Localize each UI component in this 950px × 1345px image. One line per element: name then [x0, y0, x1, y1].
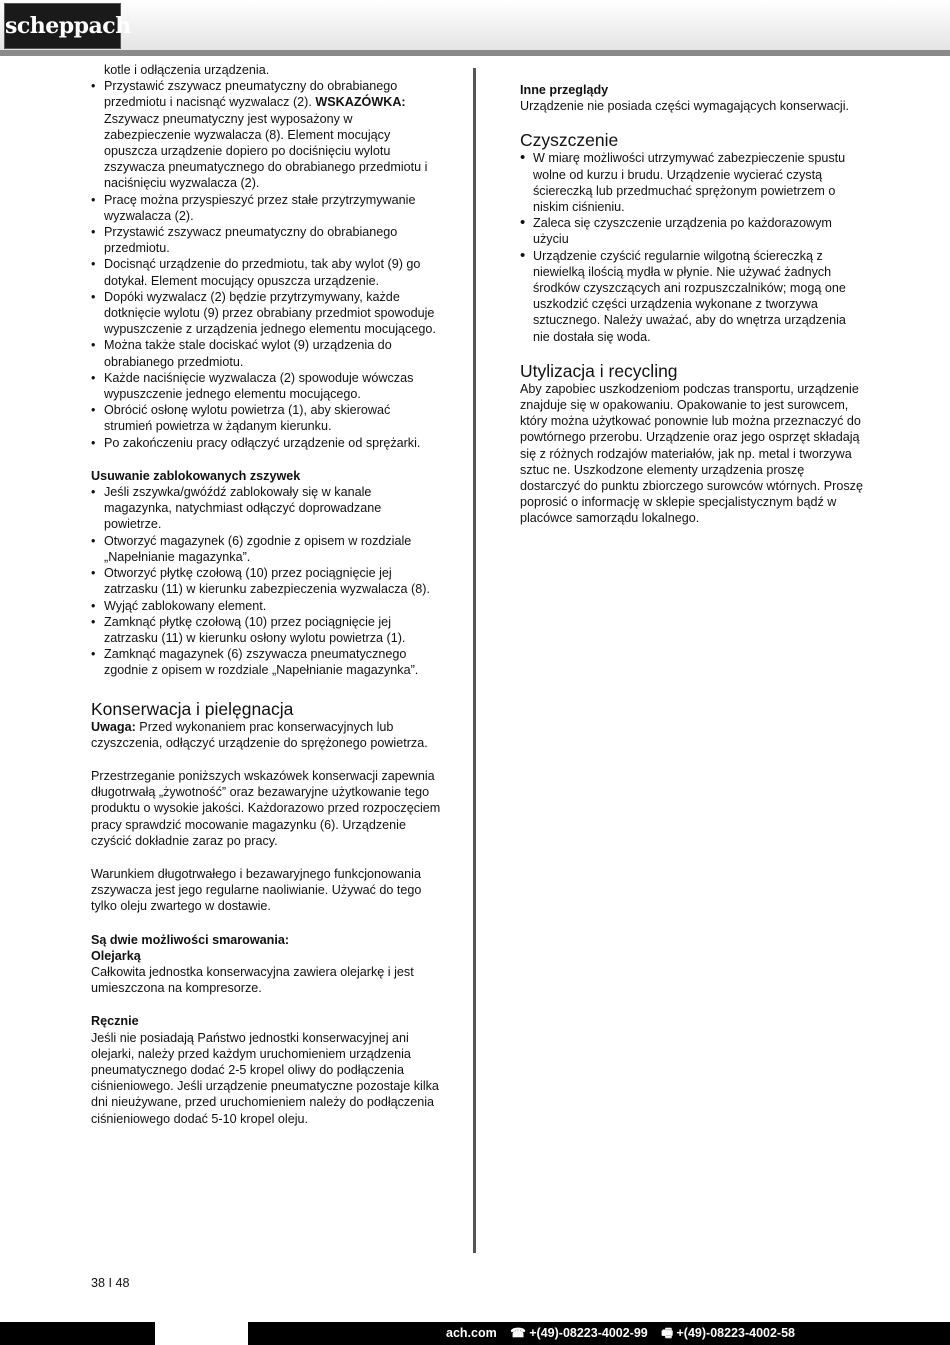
- phone-number: ☎ +(49)-08223-4002-99: [510, 1326, 648, 1340]
- list-item: • Każde naciśnięcie wyzwalacza (2) spowoduje wówczas wypuszczenie jednego elementu mocującego.: [91, 370, 441, 402]
- maintenance-paragraph: Przestrzeganie poniższych wskazówek konserwacji zapewnia długotrwałą „żywotność” oraz bezawaryjne użytkowanie tego produktu o wysokie jakości. Każdorazowo przed rozpoczęciem pracy sprawdzić mocowanie magazynku (6). Urządzenie czyścić dokładnie zaraz po pracy.: [91, 768, 441, 848]
- note-text: Zszywacz pneumatyczny jest wyposażony w zabezpieczenie wyzwalacza (8). Element mocujący opuszcza urządzenie dopiero po dociśnięciu wylotu zszywacza pneumatycznego do obrabianego przedmiotu i naciśnięciu wyzwalacza (2).: [104, 111, 428, 191]
- oiler-text: Całkowita jednostka konserwacyjna zawiera olejarkę i jest umieszczona na kompresorze.: [91, 964, 414, 996]
- list-item: • Wyjąć zablokowany element.: [91, 598, 441, 614]
- recycling-heading: Utylizacja i recycling: [520, 360, 678, 381]
- header-bar: [0, 0, 950, 56]
- warning-paragraph: [91, 719, 441, 751]
- inspection-heading: Inne przeglądy: [520, 83, 609, 97]
- list-item: • Docisnąć urządzenie do przedmiotu, tak aby wylot (9) go dotykał. Element mocujący opuszcza urządzenie.: [91, 256, 441, 288]
- list-item: • Zaleca się czyszczenie urządzenia po każdorazowym użyciu: [520, 215, 865, 247]
- warning-label: Uwaga:: [91, 719, 136, 734]
- right-column: [520, 62, 865, 527]
- lubrication-heading: Są dwie możliwości smarowania:: [91, 932, 290, 947]
- footer-contact: [446, 1322, 795, 1345]
- column-divider: [473, 68, 476, 1253]
- page-number: 38 I 48: [91, 1276, 130, 1290]
- cleaning-list: [520, 150, 865, 344]
- list-item: • Przystawić zszywacz pneumatyczny do obrabianego przedmiotu.: [91, 224, 441, 256]
- note-label: WSKAZÓWKA:: [315, 95, 406, 110]
- list-item: • Otworzyć magazynek (6) zgodnie z opisem w rozdziale „Napełnianie magazynka”.: [91, 533, 441, 565]
- list-item: • Pracę można przyspieszyć przez stałe przytrzymywanie wyzwalacza (2).: [91, 192, 441, 224]
- inspection-text: Urządzenie nie posiada części wymagających konserwacji.: [520, 99, 849, 114]
- lubrication-paragraph: Warunkiem długotrwałego i bezawaryjnego funkcjonowania zszywacza jest jego regularne naoliwianie. Używać do tego tylko oleju zwartego w dostawie.: [91, 866, 422, 914]
- list-item: • Można także stale dociskać wylot (9) urządzenia do obrabianego przedmiotu.: [91, 337, 441, 369]
- footer-bar: [0, 1322, 950, 1345]
- list-item: • Urządzenie czyścić regularnie wilgotną ściereczką z niewielką ilością mydła w płynie. Nie używać żadnych środków czyszczących ani rozpuszczalników; mogą one uszkodzić części urządzenia wykonane z tworzywa sztucznego. Należy uważać, aby do wnętrza urządzenia nie dostała się woda.: [520, 248, 865, 345]
- left-column: [91, 62, 441, 1127]
- list-item: • Zamknąć płytkę czołową (10) przez pociągnięcie jej zatrzasku (11) w kierunku osłony wylotu powietrza (1).: [91, 614, 441, 646]
- list-item: • Po zakończeniu pracy odłączyć urządzenie od sprężarki.: [91, 435, 441, 451]
- list-item: • Obrócić osłonę wylotu powietrza (1), aby skierować strumień powietrza w żądanym kierunku.: [91, 402, 441, 434]
- continuation-text: kotle i odłączenia urządzenia.: [104, 63, 270, 77]
- cleaning-heading: Czyszczenie: [520, 130, 619, 151]
- fax-number: 🖷 +(49)-08223-4002-58: [661, 1326, 795, 1340]
- list-item: • Dopóki wyzwalacz (2) będzie przytrzymywany, każde dotknięcie wylotu (9) przez obrabiany przedmiot spowoduje wypuszczenie z urządzenia jednego elementu mocującego.: [91, 289, 441, 338]
- warning-text: Przed wykonaniem prac konserwacyjnych lub czyszczenia, odłączyć urządzenie do sprężonego powietrza.: [91, 719, 428, 750]
- list-item: • Jeśli zszywka/gwóźdź zablokowały się w kanale magazynka, natychmiast odłączyć doprowadzane powietrze.: [91, 484, 441, 533]
- manual-text: Jeśli nie posiadają Państwo jednostki konserwacyjnej ani olejarki, należy przed każdym uruchomieniem urządzenia pneumatycznego dodać 2-5 kropel oliwy do podłączenia ciśnieniowego. Jeśli urządzenie pneumatyczne pozostaje kilka dni nieużywane, przed uruchomieniem należy do podłączenia ciśnieniowego dodać 5-10 kropel oleju.: [91, 1030, 439, 1126]
- maintenance-heading: Konserwacja i pielęgnacja: [91, 698, 294, 719]
- jam-heading: Usuwanie zablokowanych zszywek: [91, 468, 301, 483]
- website-link[interactable]: ach.com: [446, 1326, 497, 1340]
- operation-list: [91, 78, 441, 451]
- manual-heading: Ręcznie: [91, 1014, 139, 1029]
- list-item: • Otworzyć płytkę czołową (10) przez pociągnięcie jej zatrzasku (11) w kierunku zabezpieczenia wyzwalacza (8).: [91, 565, 441, 597]
- brand-logo: scheppach: [4, 3, 121, 49]
- list-item: • Zamknąć magazynek (6) zszywacza pneumatycznego zgodnie z opisem w rozdziale „Napełnianie magazynka”.: [91, 646, 441, 678]
- list-item: • Przystawić zszywacz pneumatyczny do obrabianego przedmiotu i nacisnąć wyzwalacz (2). WSKAZÓWKA: Zszywacz pneumatyczny jest wyposażony w zabezpieczenie wyzwalacza (8). Element mocujący opuszcza urządzenie dopiero po dociśnięciu wylotu zszywacza pneumatycznego do obrabianego przedmiotu i naciśnięciu wyzwalacza (2).: [91, 78, 441, 191]
- jam-list: [91, 484, 441, 678]
- recycling-text: Aby zapobiec uszkodzeniom podczas transportu, urządzenie znajduje się w opakowaniu. Opakowanie to jest surowcem, który można użytkować ponownie lub można przeznaczyć do powtórnego przerobu. Urządzenie oraz jego osprzęt składają się z różnych rodzajów materiałów, jak np. metal i tworzywa sztuc ne. Uszkodzone elementy urządzenia proszę dostarczyć do punktu zbiorczego surowców wtórnych. Proszę poprosić o informację w sklepie specjalistycznym bądź w placówce samorządu lokalnego.: [520, 381, 863, 526]
- oiler-heading: Olejarką: [91, 948, 141, 963]
- list-item: • W miarę możliwości utrzymywać zabezpieczenie spustu wolne od kurzu i brudu. Urządzenie wycierać czystą ściereczką lub przedmuchać sprężonym powietrzem o niskim ciśnieniu.: [520, 150, 865, 215]
